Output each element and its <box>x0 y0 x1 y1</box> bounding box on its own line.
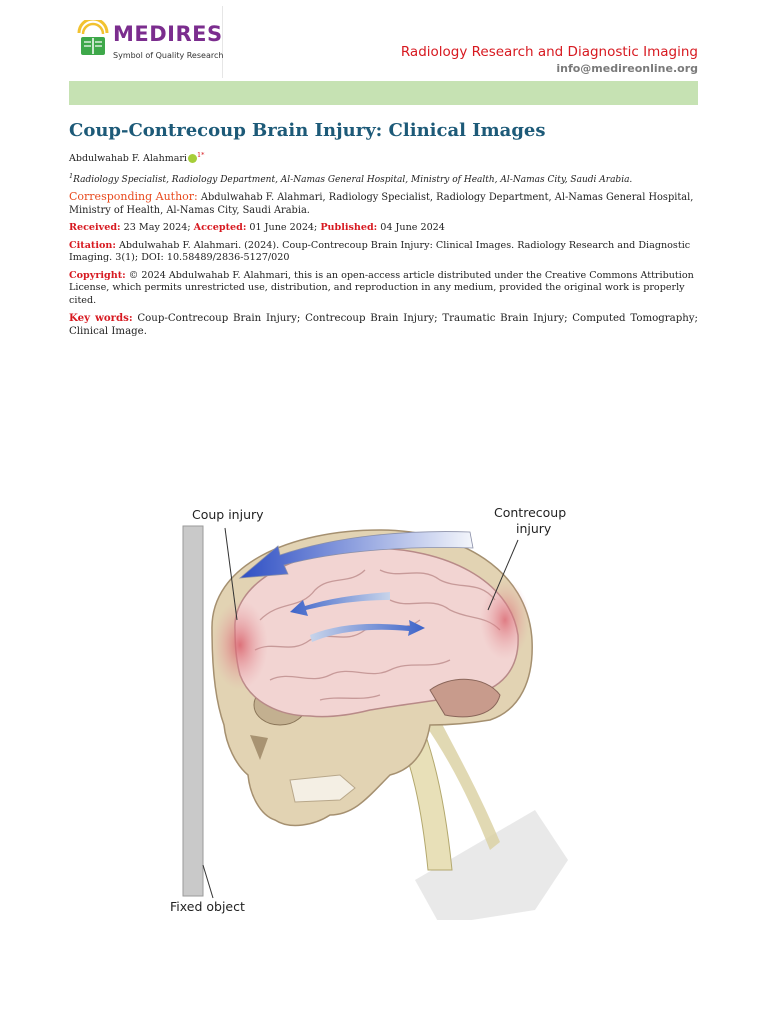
citation-text: Abdulwahab F. Alahmari. (2024). Coup-Contrecoup Brain Injury: Clinical Images. Radiology Research and Diagnostic Imaging. 3(1); DOI: 10.58489/2836-5127/020 <box>69 239 691 264</box>
author-superscript: 1* <box>196 151 205 159</box>
skull-brain-illustration <box>140 470 610 920</box>
brand-tagline: Symbol of Quality Research <box>113 51 224 60</box>
header-band <box>69 81 698 105</box>
published-date: 04 June 2024 <box>377 222 445 234</box>
dates-line <box>69 222 698 235</box>
received-date: 23 May 2024; <box>120 222 194 234</box>
article-front-matter <box>69 120 698 343</box>
coup-contrecoup-illustration <box>140 470 610 920</box>
keywords-text: Coup-Contrecoup Brain Injury; Contrecoup Brain Injury; Traumatic Brain Injury; Computed Tomography; Clinical Image. <box>69 313 698 337</box>
coup-bruise <box>212 600 268 690</box>
affiliation <box>69 172 698 185</box>
book-logo-icon <box>76 20 110 58</box>
author-line <box>69 151 698 164</box>
brand-name: MEDIRES <box>113 22 223 46</box>
received-label: Received: <box>69 222 121 234</box>
corresponding-text: Abdulwahab F. Alahmari, Radiology Specialist, Radiology Department, Al-Namas General Hospital, Ministry of Health, Al-Namas City, Saudi Arabia. <box>69 192 694 216</box>
journal-name: Radiology Research and Diagnostic Imaging <box>400 44 698 60</box>
keywords-label: Key words: <box>69 312 133 325</box>
journal-email-link[interactable]: info@medireonline.org <box>556 62 698 75</box>
coup-injury-label: Coup injury <box>192 507 264 522</box>
affiliation-text: Radiology Specialist, Radiology Department, Al-Namas General Hospital, Ministry of Health, Al-Namas City, Saudi Arabia. <box>73 175 633 186</box>
accepted-label: Accepted: <box>193 222 247 234</box>
copyright-label: Copyright: <box>69 269 126 281</box>
fixed-object-label: Fixed object <box>170 899 245 914</box>
citation-label: Citation: <box>69 239 116 251</box>
publisher-logo <box>70 6 223 78</box>
accepted-date: 01 June 2024; <box>246 222 321 234</box>
contrecoup-injury-label-line2: injury <box>516 521 552 536</box>
corresponding-author <box>69 191 698 217</box>
citation <box>69 240 698 265</box>
corresponding-label: Corresponding Author: <box>69 190 198 204</box>
fixed-object-wall <box>183 526 203 896</box>
page-header <box>70 6 698 78</box>
orcid-icon[interactable] <box>188 154 197 163</box>
published-label: Published: <box>320 222 378 234</box>
fixed-object-leader-line <box>203 865 213 898</box>
contrecoup-bruise <box>480 580 530 660</box>
contrecoup-injury-label-line1: Contrecoup <box>494 505 567 520</box>
copyright <box>69 270 698 308</box>
keywords <box>69 312 698 338</box>
article-title: Coup-Contrecoup Brain Injury: Clinical Images <box>69 120 546 141</box>
copyright-text: © 2024 Abdulwahab F. Alahmari, this is an open-access article distributed under the Creative Commons Attribution License, which permits unrestricted use, distribution, and reproduction in any medium, provided the original work is properly cited. <box>69 269 694 306</box>
affiliation-superscript: 1 <box>69 172 74 181</box>
author-name: Abdulwahab F. Alahmari <box>69 153 187 165</box>
